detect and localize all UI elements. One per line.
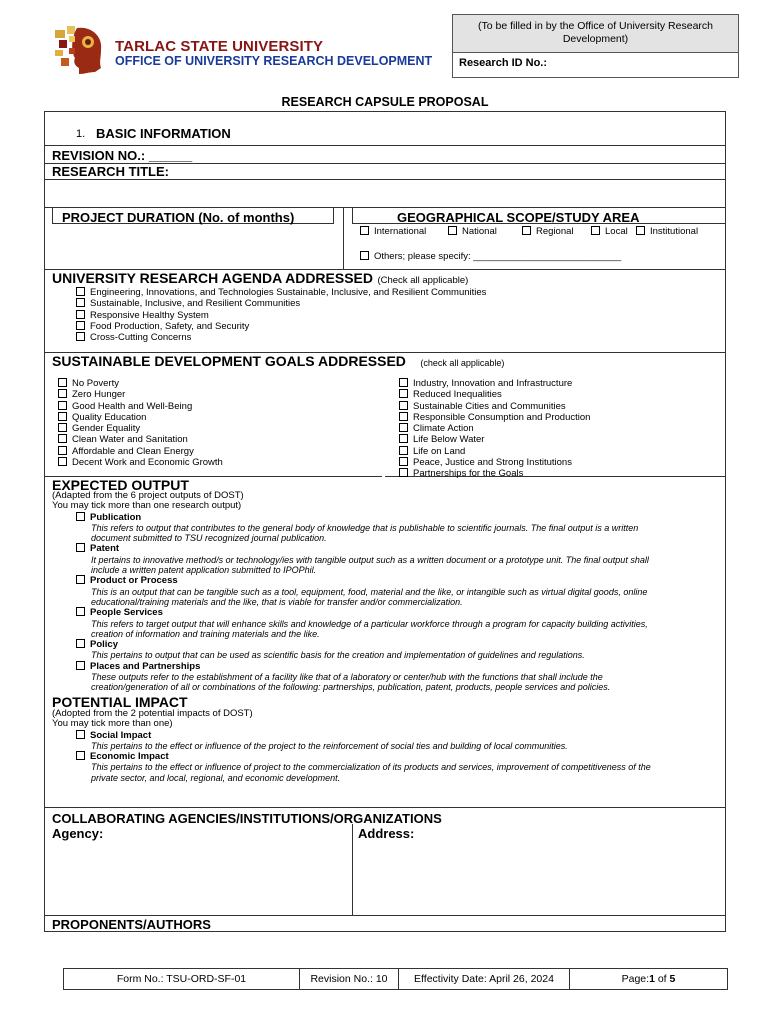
impact-option-social[interactable]: Social Impact xyxy=(76,730,722,741)
effectivity-date: Effectivity Date: April 26, 2024 xyxy=(399,969,570,989)
output-description: This pertains to output that can be used as scientific basis for the creation and implementation of guidelines and regulations. xyxy=(91,650,585,661)
fill-note: (To be filled in by the Office of University Research Development) xyxy=(453,15,738,53)
impact-note: You may tick more than one) xyxy=(52,718,173,730)
impact-note: (Adopted from the 2 potential impacts of DOST) xyxy=(52,708,253,719)
scope-option-regional[interactable]: Regional xyxy=(522,226,574,237)
form-footer xyxy=(63,968,728,990)
output-description: educational/training materials and the like, that is viable for transfer and/or commercialization. xyxy=(91,596,463,607)
sdg-item[interactable]: Partnerships for the Goals xyxy=(399,468,590,479)
divider xyxy=(352,824,353,915)
agenda-heading-row xyxy=(52,270,468,288)
collab-heading: COLLABORATING AGENCIES/INSTITUTIONS/ORGANIZATIONS xyxy=(52,811,442,826)
sdg-item[interactable]: No Poverty xyxy=(58,378,223,389)
sdg-item[interactable]: Good Health and Well-Being xyxy=(58,401,223,412)
output-note: You may tick more than one research output) xyxy=(52,500,242,512)
output-description: This is an output that can be tangible such as a tool, equipment, food, material and the like, or intangible such as virtual digital goods, online xyxy=(91,586,648,597)
agenda-heading: UNIVERSITY RESEARCH AGENDA ADDRESSED xyxy=(52,270,374,286)
output-option-policy[interactable]: Policy xyxy=(76,639,722,650)
sdg-item[interactable]: Quality Education xyxy=(58,412,223,423)
agenda-item[interactable]: Responsive Healthy System xyxy=(76,310,486,321)
geographical-scope-label: GEOGRAPHICAL SCOPE/STUDY AREA xyxy=(397,210,640,225)
scope-option-institutional[interactable]: Institutional xyxy=(636,226,698,237)
impact-description: This pertains to the effect or influence of the project to the reinforcement of social ties and building of local communities. xyxy=(91,740,568,751)
impact-description: This pertains to the effect or influence of project to the commercialization of its products and services, improvement of competitiveness of the xyxy=(91,762,651,773)
divider xyxy=(44,807,726,808)
sdg-list-right xyxy=(399,378,590,480)
research-id-label[interactable]: Research ID No.: xyxy=(459,57,548,69)
revision-number: Revision No.: 10 xyxy=(300,969,399,989)
agenda-note: (Check all applicable) xyxy=(377,275,469,286)
sdg-item[interactable]: Peace, Justice and Strong Institutions xyxy=(399,457,590,468)
output-description: creation of information and training materials and the like. xyxy=(91,628,320,639)
sdg-list-left xyxy=(58,378,223,468)
output-description: This refers to output that contributes to the general body of knowledge that is publishable to scientific journals. The final output is a written xyxy=(91,522,639,533)
output-description: These outputs refer to the establishment of a facility like that of a laboratory or center/hub with the functions that shall include the xyxy=(91,672,603,683)
output-option-places[interactable]: Places and Partnerships xyxy=(76,661,722,672)
output-option-publication[interactable]: Publication xyxy=(76,512,722,523)
research-id-box xyxy=(452,14,739,78)
sdg-heading: SUSTAINABLE DEVELOPMENT GOALS ADDRESSED xyxy=(52,353,406,369)
research-title-field[interactable]: RESEARCH TITLE: xyxy=(52,164,169,179)
basic-info-heading: BASIC INFORMATION xyxy=(96,126,231,141)
divider xyxy=(44,145,726,146)
university-name: TARLAC STATE UNIVERSITY xyxy=(115,38,324,55)
output-description: document submitted to TSU recognized journal publication. xyxy=(91,533,327,544)
impact-description: private sector, and local, regional, and economic development. xyxy=(91,772,341,783)
sdg-item[interactable]: Decent Work and Economic Growth xyxy=(58,457,223,468)
agenda-item[interactable]: Engineering, Innovations, and Technologies Sustainable, Inclusive, and Resilient Communities xyxy=(76,287,486,298)
address-field[interactable]: Address: xyxy=(358,826,415,841)
agenda-item[interactable]: Sustainable, Inclusive, and Resilient Communities xyxy=(76,298,486,309)
output-description: This refers to target output that will enhance skills and knowledge of a particular workforce through a program for capacity building activities, xyxy=(91,618,648,629)
agenda-list xyxy=(76,287,486,343)
divider xyxy=(44,915,726,916)
output-description: creation/generation of all or combinations of the following: partnerships, publication, patent, products, people services and policies. xyxy=(91,682,611,693)
sdg-item[interactable]: Sustainable Cities and Communities xyxy=(399,401,590,412)
revision-field[interactable]: REVISION NO.: ______ xyxy=(52,148,193,163)
potential-impact-heading: POTENTIAL IMPACT xyxy=(52,694,188,710)
sdg-note: (check all applicable) xyxy=(420,358,505,368)
scope-option-local[interactable]: Local xyxy=(591,226,628,237)
sdg-heading-row xyxy=(52,353,504,371)
output-description: include a written patent application submitted to IPOPhil. xyxy=(91,565,317,576)
output-option-patent[interactable]: Patent xyxy=(76,543,722,554)
output-option-product[interactable]: Product or Process xyxy=(76,575,722,586)
agenda-item[interactable]: Cross-Cutting Concerns xyxy=(76,332,486,343)
sdg-item[interactable]: Industry, Innovation and Infrastructure xyxy=(399,378,590,389)
section-number: 1. xyxy=(76,128,86,140)
proponents-heading: PROPONENTS/AUTHORS xyxy=(52,917,211,932)
sdg-item[interactable]: Climate Action xyxy=(399,423,590,434)
agency-field[interactable]: Agency: xyxy=(52,826,104,841)
divider xyxy=(343,207,344,269)
impact-option-economic[interactable]: Economic Impact xyxy=(76,751,722,762)
page-indicator: Page: 1 of 5 xyxy=(621,973,676,985)
sdg-item[interactable]: Zero Hunger xyxy=(58,389,223,400)
expected-output-heading: EXPECTED OUTPUT xyxy=(52,477,189,493)
sdg-item[interactable]: Life on Land xyxy=(399,446,590,457)
form-number: Form No.: TSU-ORD-SF-01 xyxy=(64,969,300,989)
office-name: OFFICE OF UNIVERSITY RESEARCH DEVELOPMENT xyxy=(115,54,433,68)
agenda-item[interactable]: Food Production, Safety, and Security xyxy=(76,321,486,332)
sdg-item[interactable]: Gender Equality xyxy=(58,423,223,434)
scope-option-international[interactable]: International xyxy=(360,226,426,237)
divider xyxy=(44,179,726,180)
output-option-people-services[interactable]: People Services xyxy=(76,607,722,618)
output-description: It pertains to innovative method/s or technology/ies with tangible output such as a written document or a prototype unit. The final output shall xyxy=(91,554,649,565)
sdg-item[interactable]: Life Below Water xyxy=(399,434,590,445)
page-title: RESEARCH CAPSULE PROPOSAL xyxy=(281,95,489,109)
sdg-item[interactable]: Affordable and Clean Energy xyxy=(58,446,223,457)
sdg-item[interactable]: Clean Water and Sanitation xyxy=(58,434,223,445)
scope-option-others[interactable]: Others; please specify: ____________________________ xyxy=(360,251,621,262)
expected-output-block xyxy=(52,491,722,693)
university-logo xyxy=(55,24,107,76)
sdg-item[interactable]: Responsible Consumption and Production xyxy=(399,412,590,423)
sdg-item[interactable]: Reduced Inequalities xyxy=(399,389,590,400)
potential-impact-block xyxy=(52,709,722,783)
output-note: (Adapted from the 6 project outputs of DOST) xyxy=(52,490,244,501)
scope-option-national[interactable]: National xyxy=(448,226,497,237)
project-duration-label[interactable]: PROJECT DURATION (No. of months) xyxy=(62,210,295,225)
